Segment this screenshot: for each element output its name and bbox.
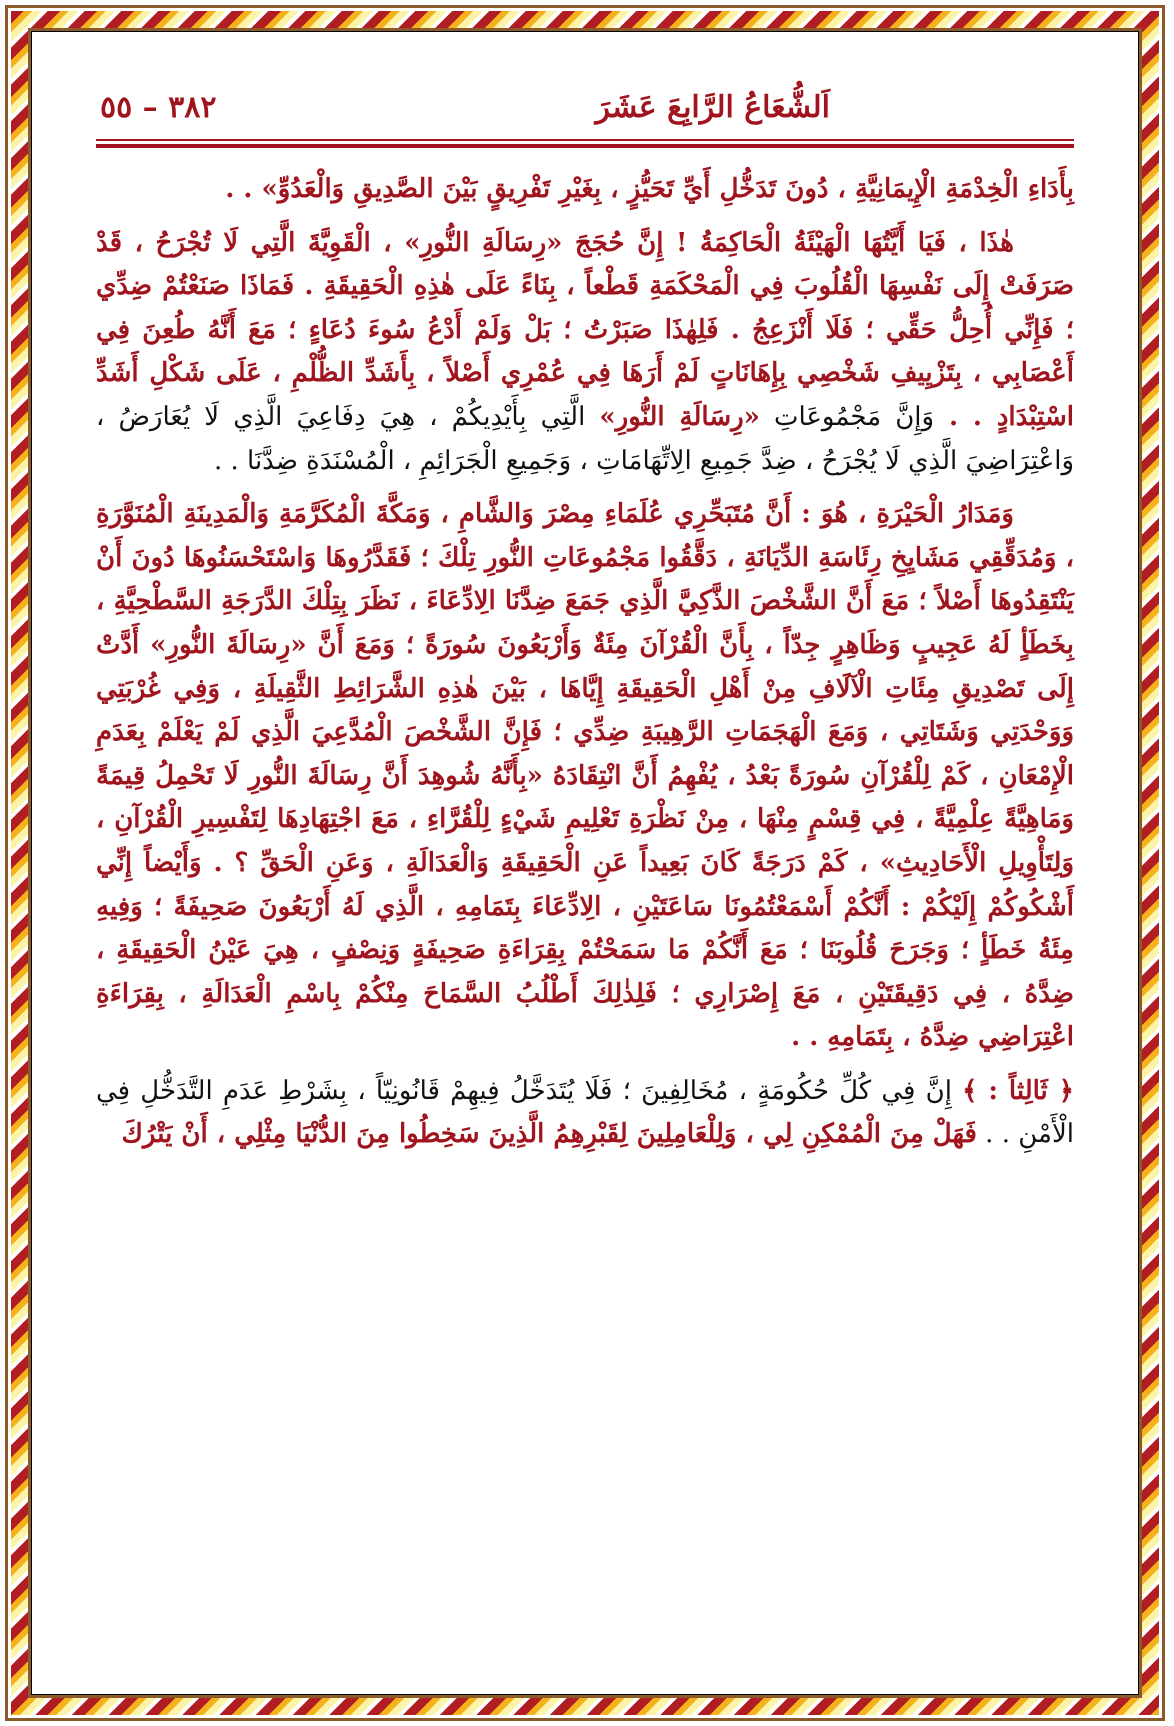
text-segment: وَمَدَارُ الْحَيْرَةِ ، هُوَ : أَنَّ مُتَبَحِّرِي عُلَمَاءِ مِصْرَ وَالشَّامِ ، وَمَكَّةَ الْمُكَرَّمَةِ وَالْمَدِينَةِ الْمُنَوَّرَةِ ، وَمُدَقِّقِي مَشَايِخِ رِئَاسَةِ الدِّيَانَةِ ، دَقَّقُوا مَجْمُوعَاتِ النُّورِ تِلْكَ ؛ فَقَدَّرُوهَا وَاسْتَحْسَنُوهَا دُونَ أَنْ يَنْتَقِدُوهَا أَصْلاً ؛ مَعَ أَنَّ الشَّخْصَ الذَّكِيَّ الَّذِي جَمَعَ ضِدَّنَا الِادِّعَاءَ ، نَظَرَ بِتِلْكَ الدَّرَجَةِ السَّطْحِيَّةِ ، بِخَطَأٍ لَهُ عَجِيبٍ وَظَاهِرٍ جِدّاً ، بِأَنَّ الْقُرْآنَ مِئَةٌ وَأَرْبَعُونَ سُورَةً ؛ وَمَعَ أَنَّ «رِسَالَةَ النُّورِ» أَدَّتْ إِلَى تَصْدِيقِ مِئَاتِ الْآلَافِ مِنْ أَهْلِ الْحَقِيقَةِ إِيَّاهَا ، بَيْنَ هٰذِهِ الشَّرَائِطِ الثَّقِيلَةِ ، وَفِي غُرْبَتِي وَوَحْدَتِي وَشَتَاتِي ، وَمَعَ الْهَجَمَاتِ الرَّهِيبَةِ ضِدِّي ؛ فَإِنَّ الشَّخْصَ الْمُدَّعِيَ الَّذِي لَمْ يَعْلَمْ بِعَدَمِ الْإِمْعَانِ ، كَمْ لِلْقُرْآنِ سُورَةً بَعْدُ ، يُفْهِمُ أَنَّ انْتِقَادَهُ «بِأَنَّهُ شُوهِدَ أَنَّ رِسَالَةَ النُّورِ لَا تَحْمِلُ قِيمَةً وَمَاهِيَّةً عِلْمِيَّةً ، فِي قِسْمٍ مِنْهَا ، مِنْ نَظْرَةِ تَعْلِيمِ شَيْءٍ لِلْقُرَّاءِ ، مَعَ اجْتِهَادِهَا لِتَفْسِيرِ الْقُرْآنِ ، وَلِتَأْوِيلِ الْأَحَادِيثِ» ، كَمْ دَرَجَةً كَانَ بَعِيداً عَنِ الْحَقِيقَةِ وَالْعَدَالَةِ ، وَعَنِ الْحَقِّ ؟ . وَأَيْضاً إِنِّي أَشْكُوكُمْ إِلَيْكُمْ : أَنَّكُمْ أَسْمَعْتُمُونَا سَاعَتَيْنِ ، الِادِّعَاءَ بِتَمَامِهِ ، الَّذِي لَهُ أَرْبَعُونَ صَحِيفَةً ؛ وَفِيهِ مِئَةُ خَطَأٍ ؛ وَجَرَحَ قُلُوبَنَا ؛ مَعَ أَنَّكُمْ مَا سَمَحْتُمْ بِقِرَاءَةِ صَحِيفَةٍ وَنِصْفٍ ، هِيَ عَيْنُ الْحَقِيقَةِ ، ضِدَّهُ ، فِي دَقِيقَتَيْنِ ، مَعَ إِصْرَارِي ؛ فَلِذٰلِكَ أَطْلُبُ السَّمَاحَ مِنْكُمْ بِاسْمِ الْعَدَالَةِ ، بِقِرَاءَةِ اعْتِرَاضِي ضِدَّهُ ، بِتَمَامِهِ . . — [96, 499, 1075, 1053]
page-header — [100, 82, 1070, 132]
paragraph — [96, 222, 1074, 484]
text-segment: هٰذَا ، فَيَا أَيَّتُهَا الْهَيْئَةُ الْحَاكِمَةُ ! إِنَّ حُجَجَ «رِسَالَةِ النُّورِ» ، الْقَوِيَّةَ الَّتِي لَا تُجْرَحُ ، قَدْ صَرَفَتْ إِلَى نَفْسِهَا الْقُلُوبَ فِي الْمَحْكَمَةِ قَطْعاً ، بِنَاءً عَلَى هٰذِهِ الْحَقِيقَةِ . فَمَاذَا صَنَعْتُمْ ضِدِّي ؛ فَإِنِّي أُحِلُّ حَقِّي ؛ فَلَا أَنْزَعِجُ . فَلِهٰذَا صَبَرْتُ ؛ بَلْ وَلَمْ أَدْعُ سُوءَ دُعَاءٍ ؛ مَعَ أَنَّهُ طُعِنَ فِي أَعْصَابِي ، بِتَزْيِيفِ شَخْصِي بِإِهَانَاتٍ لَمْ أَرَهَا فِي عُمْرِي أَصْلاً ، بِأَشَدِّ الظُّلْمِ ، عَلَى شَكْلِ أَشَدِّ اسْتِبْدَادٍ . . — [96, 227, 1074, 432]
page — [40, 40, 1130, 1686]
paragraph — [96, 493, 1074, 1060]
text-segment: بِأَدَاءِ الْخِدْمَةِ الْإِيمَانِيَّةِ ، دُونَ تَدَخُّلِ أَيِّ تَحَيُّزٍ ، بِغَيْرِ تَفْرِيقٍ بَيْنَ الصَّدِيقِ وَالْعَدُوِّ» . . — [225, 174, 1074, 204]
page-number: ٣٨٢ – ٥٥ — [100, 89, 217, 125]
chapter-title: اَلشُّعَاعُ الرَّابِعَ عَشَرَ — [595, 89, 830, 125]
body-text — [96, 168, 1074, 1157]
paragraph — [96, 168, 1074, 212]
text-segment: الَّتِي بِأَيْدِيكُمْ ، هِيَ دِفَاعِيَ الَّذِي لَا يُعَارَضُ ، وَاعْتِرَاضِيَ الَّذِي لَا يُجْرَحُ ، ضِدَّ جَمِيعِ الِاتِّهَامَاتِ ، وَجَمِيعِ الْجَرَائِمِ ، الْمُسْنَدَةِ ضِدَّنَا . . — [96, 401, 1074, 476]
text-segment: فَهَلْ مِنَ الْمُمْكِنِ لِي ، وَلِلْعَامِلِينَ لِقَبْرِهِمُ الَّذِينَ سَخِطُوا مِنَ الدُّنْيَا مِثْلِي ، أَنْ يَتْرُكَ — [121, 1119, 977, 1150]
header-rule-thick — [96, 144, 1074, 148]
header-rule-thin — [96, 139, 1074, 141]
text-segment-highlight: «رِسَالَةِ النُّورِ» — [599, 401, 760, 432]
paragraph — [96, 1070, 1074, 1157]
section-marker: ﴿ ثَالِثاً : ﴾ — [962, 1075, 1074, 1106]
text-segment: وَإِنَّ مَجْمُوعَاتِ — [759, 401, 935, 432]
text-segment: إِنَّ فِي كُلِّ حُكُومَةٍ ، مُخَالِفِينَ ؛ فَلَا يُتَدَخَّلُ فِيهِمْ قَانُونِيّاً ، بِشَرْطِ عَدَمِ التَّدَخُّلِ فِي الْأَمْنِ . . — [96, 1075, 1074, 1150]
